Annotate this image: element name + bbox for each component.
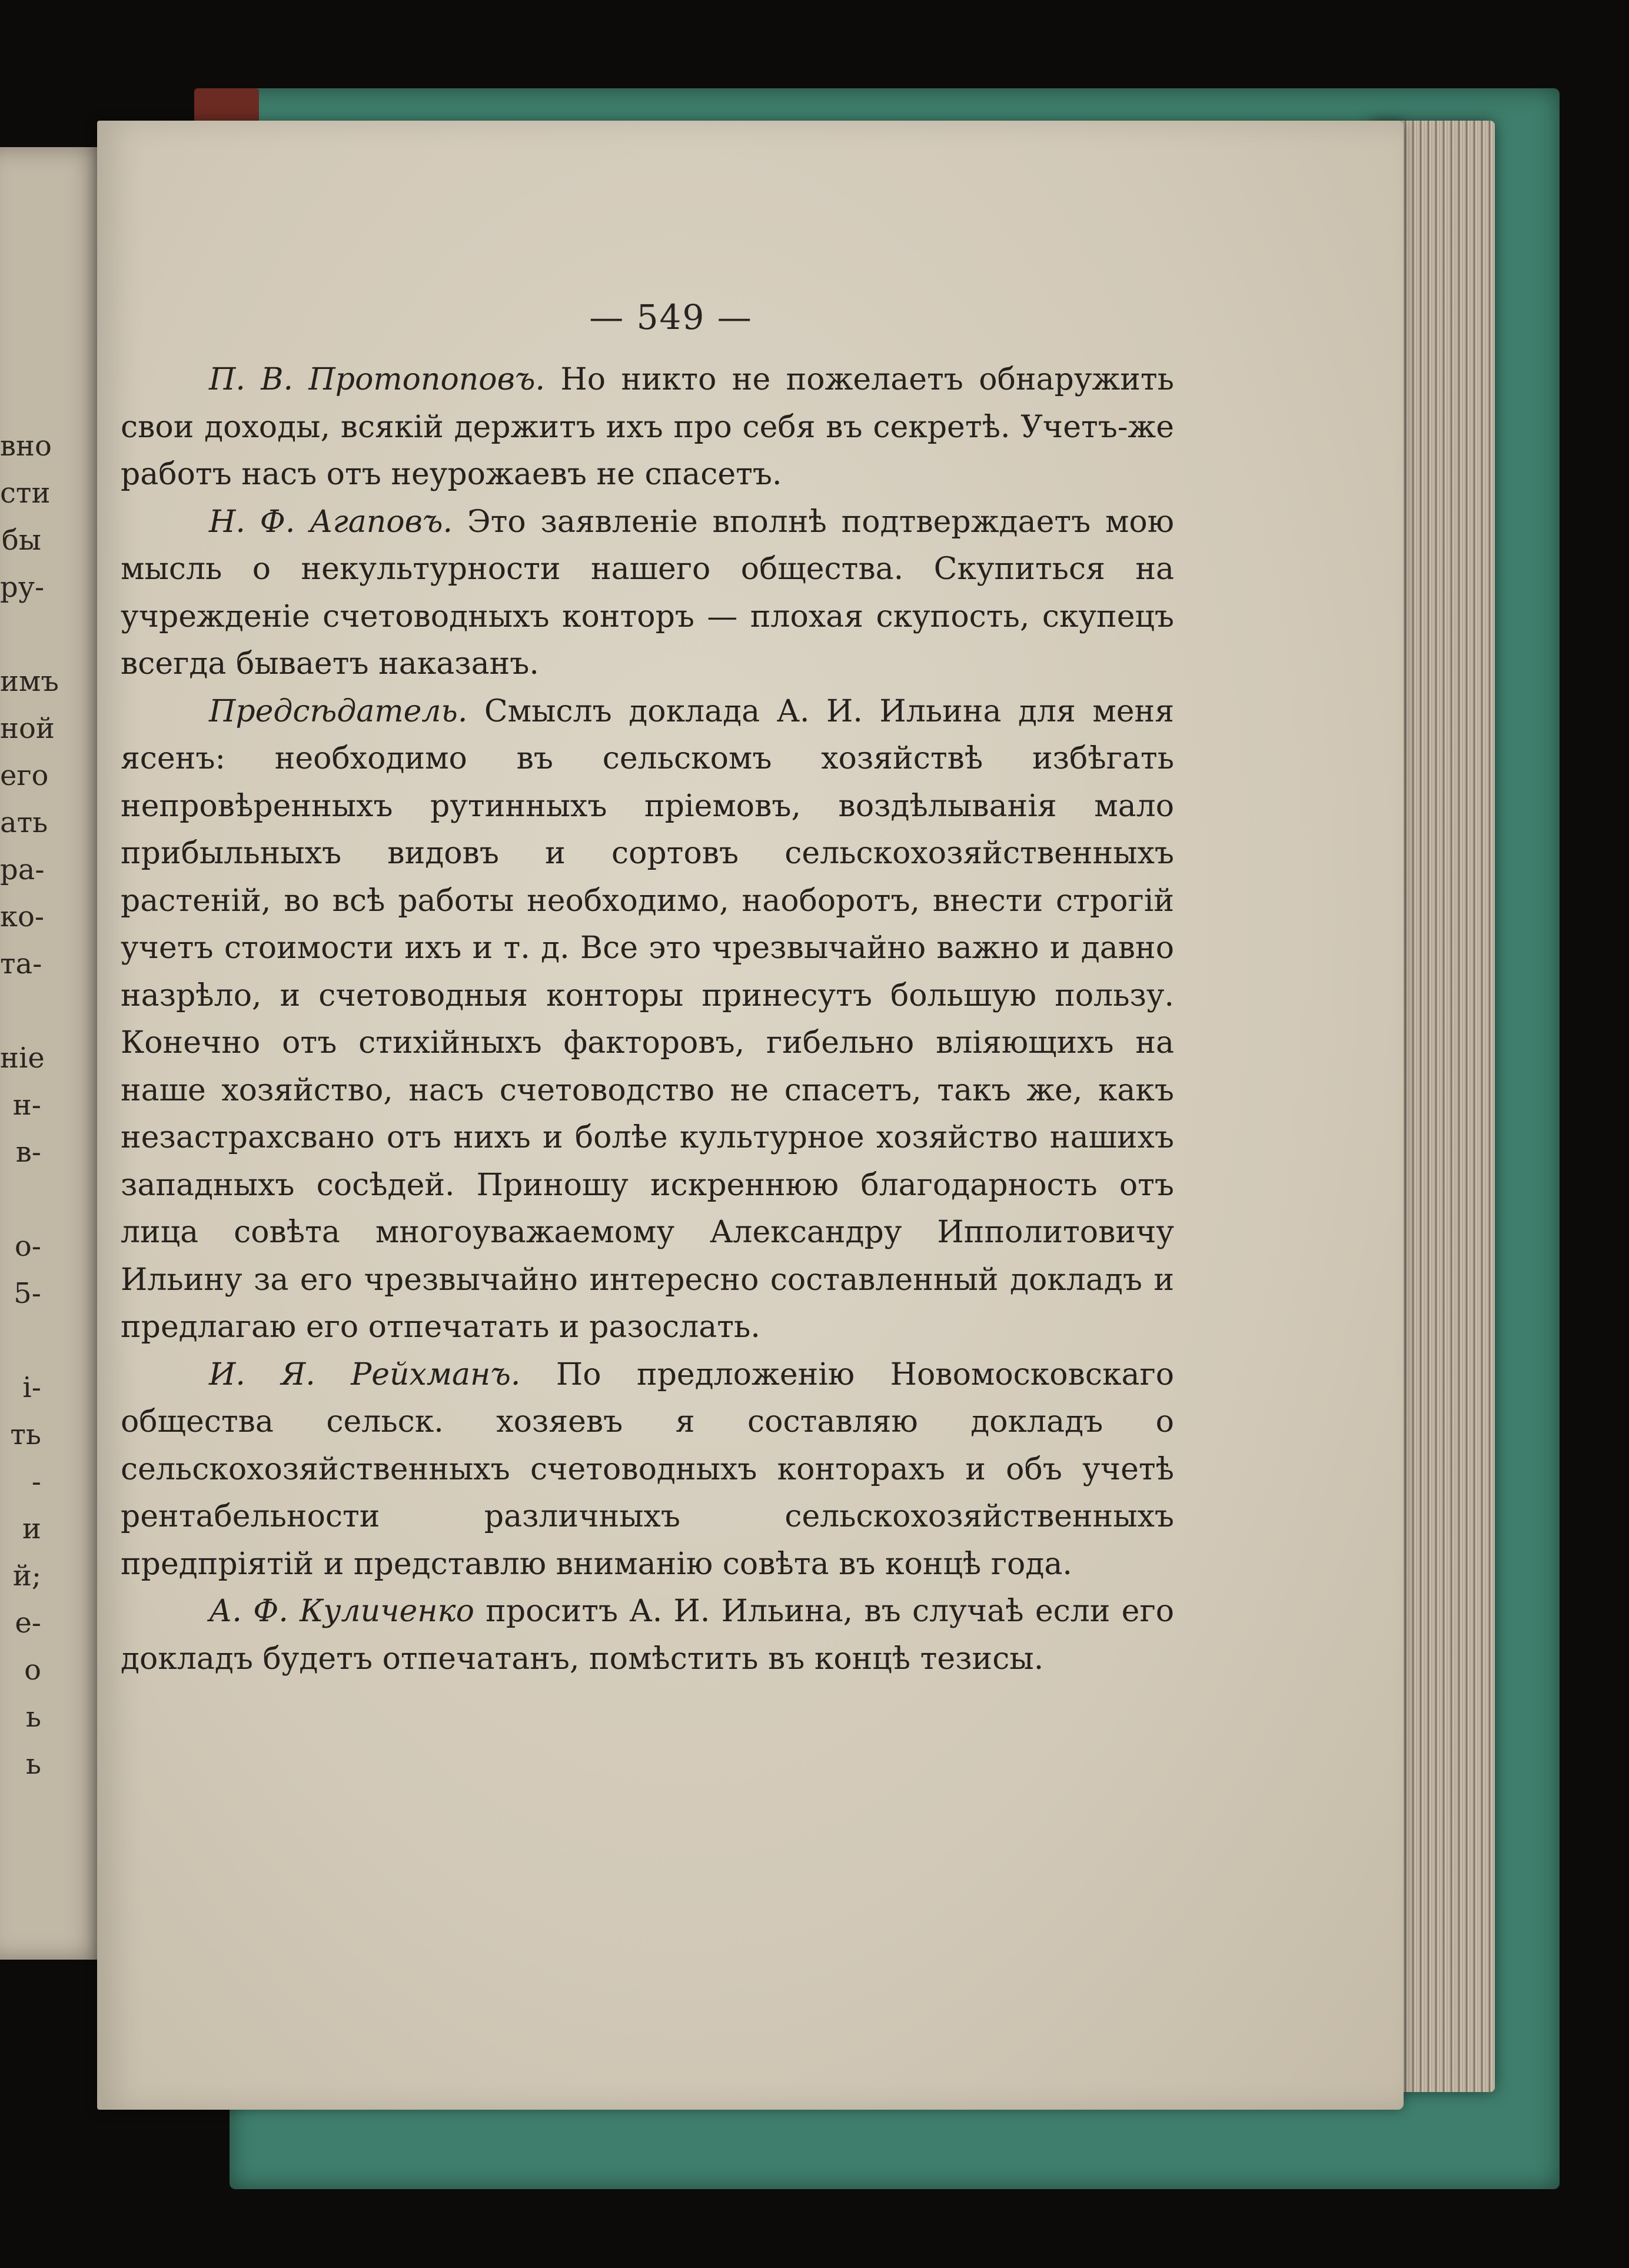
- facing-page-fragment: в-: [15, 1136, 41, 1169]
- page-text: [121, 356, 1174, 1682]
- facing-page-fragment: его: [0, 759, 49, 792]
- paragraph-text: По предложенію Новомосковскаго общества сельск. хозяевъ я составляю докладъ о сельскохозяйственныхъ счетоводныхъ конторахъ и объ учетѣ рентабельности различныхъ сельскохозяйственныхъ предпріятій и представлю вниманію совѣта въ концѣ года.: [121, 1356, 1175, 1582]
- facing-page-fragment: 5-: [14, 1277, 41, 1310]
- facing-page-fragment: ть: [10, 1418, 41, 1451]
- paragraph: [121, 1588, 1174, 1682]
- facing-page-fragment: сти: [0, 477, 51, 510]
- speaker-name: Предсѣдатель.: [209, 693, 468, 729]
- speaker-name: Н. Ф. Агаповъ.: [209, 504, 453, 540]
- facing-page-fragment: вно: [0, 430, 52, 463]
- paragraph: [121, 1351, 1174, 1588]
- paragraph-text: Но никто не пожелаетъ обнаружить свои доходы, всякій держитъ ихъ про себя въ секретѣ. Учетъ-же работъ насъ отъ неурожаевъ не спасетъ.: [121, 362, 1174, 492]
- facing-page-fragment: ь: [25, 1748, 41, 1781]
- facing-page-fragment: н-: [12, 1089, 41, 1122]
- facing-page-fragment: ру-: [0, 571, 45, 604]
- paragraph: [121, 356, 1174, 498]
- facing-page-fragment: имъ: [0, 665, 59, 698]
- paragraph-text: Это заявленіе вполнѣ подтверждаетъ мою мысль о некультурности нашего общества. Скупиться на учрежденіе счетоводныхъ конторъ — плохая скупость, скупецъ всегда бываетъ наказанъ.: [121, 504, 1174, 681]
- facing-page-fragment: ать: [0, 806, 48, 839]
- facing-page: [0, 147, 106, 1960]
- facing-page-fragment: е-: [15, 1607, 41, 1640]
- facing-page-fragment: й;: [12, 1559, 41, 1592]
- facing-page-fragment: о-: [14, 1230, 41, 1263]
- paragraph: [121, 688, 1174, 1351]
- facing-page-fragment: ь: [25, 1701, 41, 1734]
- facing-page-fragment: та-: [0, 947, 42, 980]
- page-number: — 549 —: [589, 297, 753, 337]
- paragraph-text: проситъ А. И. Ильина, въ случаѣ если его докладъ будетъ отпечатанъ, помѣстить въ концѣ тезисы.: [121, 1594, 1174, 1677]
- facing-page-fragment: и: [22, 1512, 41, 1545]
- paragraph: [121, 498, 1174, 688]
- speaker-name: И. Я. Рейхманъ.: [209, 1356, 521, 1392]
- facing-page-fragment: ной: [0, 712, 55, 745]
- facing-page-fragment: -: [31, 1465, 41, 1498]
- facing-page-fragment: бы: [1, 524, 41, 557]
- book-page: [97, 121, 1404, 2110]
- facing-page-fragment: ко-: [0, 900, 45, 933]
- paragraph-text: Смыслъ доклада А. И. Ильина для меня ясенъ: необходимо въ сельскомъ хозяйствѣ избѣгать непровѣренныхъ рутинныхъ пріемовъ, воздѣлыванія мало прибыльныхъ видовъ и сортовъ сельскохозяйственныхъ растеній, во всѣ работы необходимо, наоборотъ, внести строгій учетъ стоимости ихъ и т. д. Все это чрезвычайно важно и давно назрѣло, и счетоводныя конторы принесутъ большую пользу. Конечно отъ стихійныхъ факторовъ, гибельно вліяющихъ на наше хозяйство, насъ счетоводство не спасетъ, такъ же, какъ незастрахсвано отъ нихъ и болѣе культурное хозяйство нашихъ западныхъ сосѣдей. Приношу искреннюю благодарность отъ лица совѣта многоуважаемому Александру Ипполитовичу Ильину за его чрезвычайно интересно составленный докладъ и предлагаю его отпечатать и разослать.: [121, 693, 1174, 1345]
- facing-page-fragment: ніе: [0, 1042, 45, 1075]
- speaker-name: А. Ф. Куличенко: [209, 1594, 474, 1629]
- facing-page-fragment: о: [24, 1654, 41, 1687]
- facing-page-fragment: і-: [22, 1371, 41, 1404]
- speaker-name: П. В. Протопоповъ.: [209, 362, 546, 397]
- facing-page-fragment: ра-: [0, 853, 45, 886]
